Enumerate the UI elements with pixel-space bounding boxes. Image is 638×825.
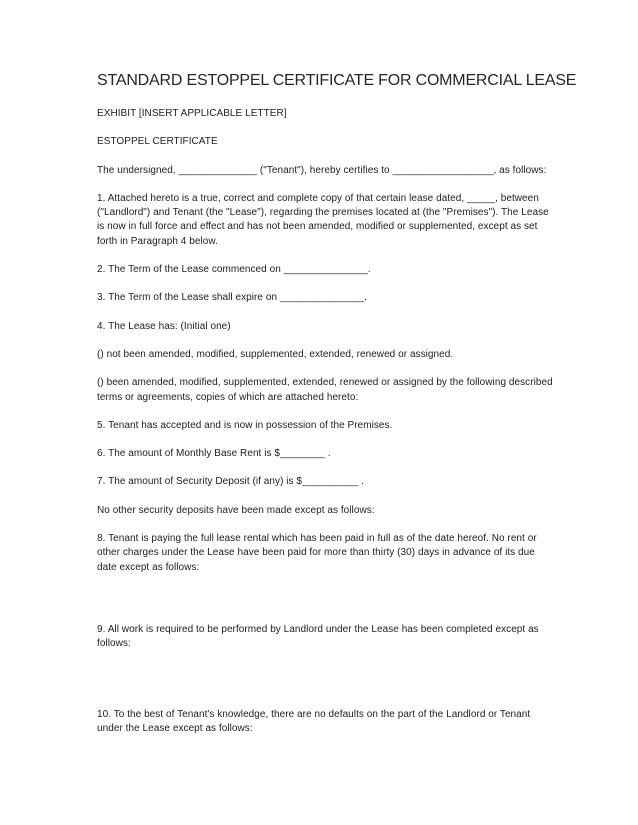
clause-3-term-expire: 3. The Term of the Lease shall expire on _______________.: [97, 292, 367, 304]
no-other-deposits-note: No other security deposits have been made except as follows:: [97, 504, 375, 516]
clause-10-no-defaults: 10. To the best of Tenant's knowledge, there are no defaults on the part of the Landlord or Tenant under the Lease except as follows:: [97, 708, 531, 734]
clause-7-security-deposit: 7. The amount of Security Deposit (if any) is $__________ .: [97, 476, 364, 488]
clause-6-monthly-base-rent: 6. The amount of Monthly Base Rent is $________ .: [97, 448, 331, 460]
document-title: STANDARD ESTOPPEL CERTIFICATE FOR COMMERCIAL LEASE: [97, 72, 577, 89]
exhibit-line: EXHIBIT [INSERT APPLICABLE LETTER]: [97, 108, 287, 119]
estoppel-certificate-heading: ESTOPPEL CERTIFICATE: [97, 136, 218, 148]
clause-1-lease-copy: 1. Attached hereto is a true, correct and complete copy of that certain lease dated, _____, between ("Landlord") and Tenant (the "Lease"), regarding the premises located at (the "Premises"). The Lease is now in full force and effect and has not been amended, modified or supplemented, except as set forth in Paragraph 4 below.: [97, 192, 549, 247]
clause-4-initial-one: 4. The Lease has: (Initial one): [97, 320, 231, 332]
clause-4-option-been-amended: () been amended, modified, supplemented, extended, renewed or assigned by the following described terms or agreements, copies of which are attached hereto:: [97, 377, 553, 403]
intro-certification-line: The undersigned, ______________ ("Tenant"), hereby certifies to __________________, as follows:: [97, 164, 547, 176]
clause-5-possession: 5. Tenant has accepted and is now in possession of the Premises.: [97, 419, 393, 431]
document-content: [97, 70, 577, 750]
clause-4-option-not-amended: () not been amended, modified, supplemented, extended, renewed or assigned.: [97, 348, 454, 360]
clause-8-rent-paid: 8. Tenant is paying the full lease rental which has been paid in full as of the date hereof. No rent or other charges under the Lease have been paid for more than thirty (30) days in advance of its due date except as follows:: [97, 533, 537, 573]
clause-9-landlord-work: 9. All work is required to be performed by Landlord under the Lease has been completed except as follows:: [97, 623, 539, 650]
clause-2-term-commenced: 2. The Term of the Lease commenced on _______________.: [97, 264, 371, 276]
